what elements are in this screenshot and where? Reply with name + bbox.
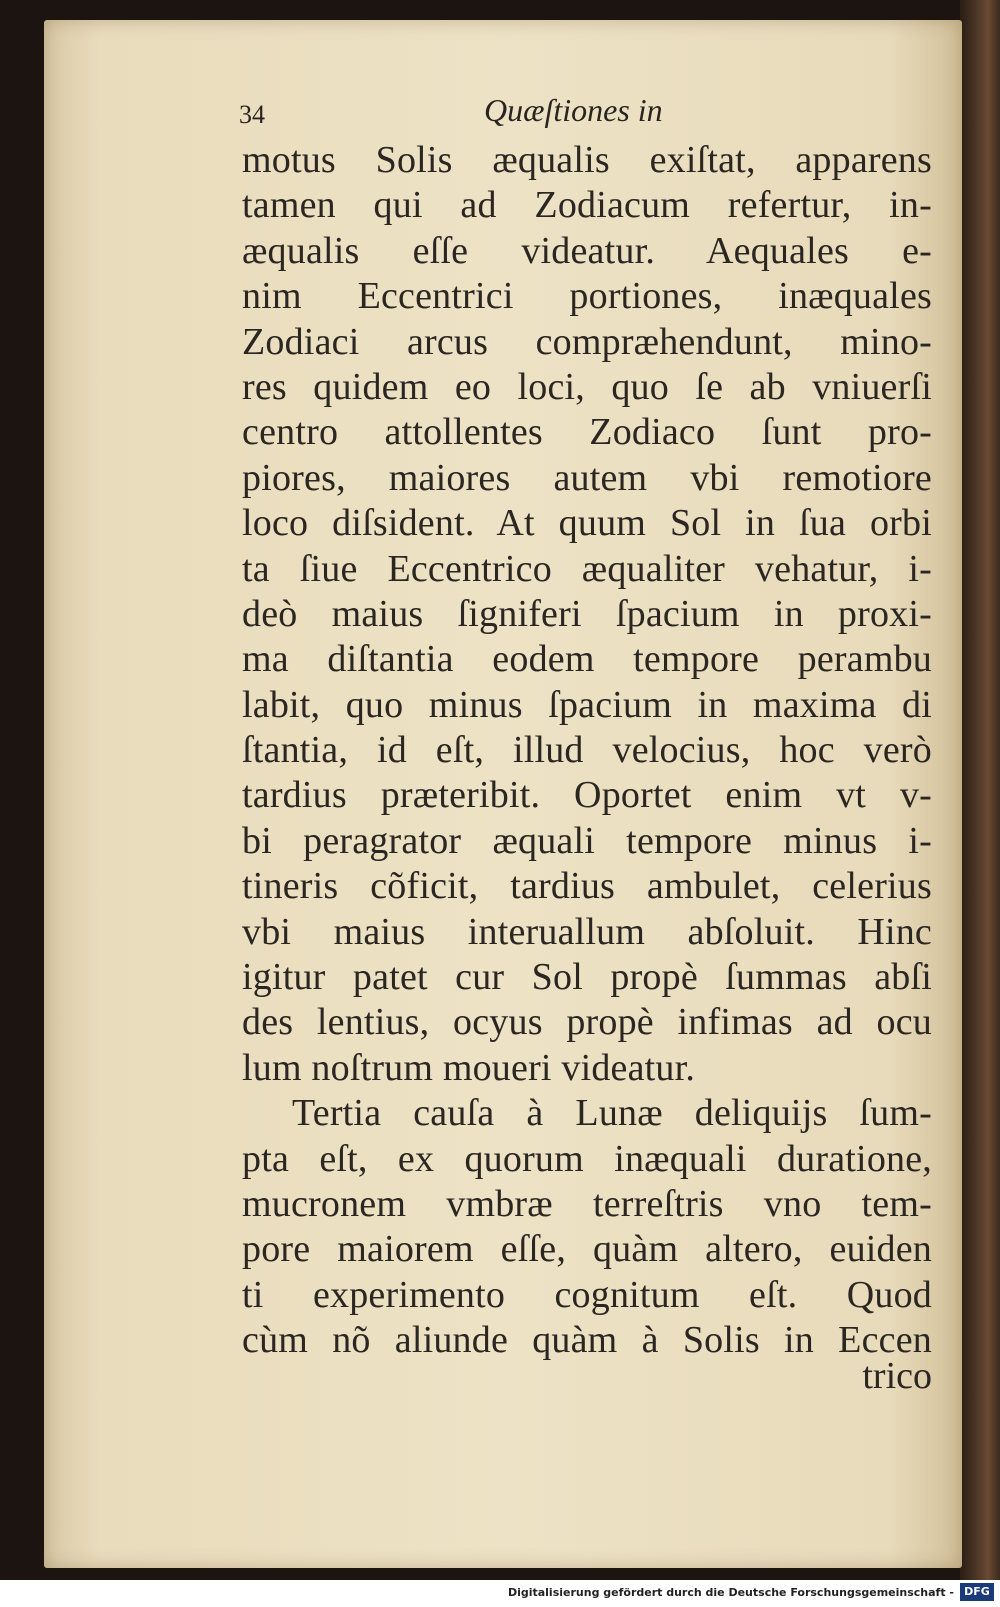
text-line: lum noſtrum moueri videatur. bbox=[242, 1046, 696, 1089]
text-line: ti experimento cognitum eſt. Quod bbox=[242, 1273, 932, 1316]
text-line: mucronem vmbræ terreſtris vno tem- bbox=[242, 1182, 932, 1225]
text-line: Zodiaci arcus compræhendunt, mino- bbox=[242, 320, 932, 363]
text-line: pta eſt, ex quorum inæquali duratione, bbox=[242, 1137, 932, 1180]
page-number: 34 bbox=[239, 100, 265, 129]
text-line: centro attollentes Zodiaco ſunt pro- bbox=[242, 411, 932, 454]
funding-credit: Digitalisierung gefördert durch die Deutsche Forschungsgemeinschaft - bbox=[507, 1586, 954, 1599]
text-line: nim Eccentrici portiones, inæquales bbox=[242, 275, 932, 318]
text-line: vbi maius interuallum abſoluit. Hinc bbox=[242, 910, 932, 953]
text-line: æqualis eſſe videatur. Aequales e- bbox=[242, 229, 932, 272]
text-line: cùm nõ aliunde quàm à Solis in Eccen bbox=[242, 1319, 932, 1362]
text-line: igitur patet cur Sol propè ſummas abſi bbox=[242, 956, 932, 999]
text-line: tardius præteribit. Oportet enim vt v- bbox=[242, 774, 932, 817]
book-page bbox=[44, 20, 962, 1568]
text-line: tineris cõficit, tardius ambulet, celerius bbox=[242, 865, 932, 908]
text-line: deò maius ſigniferi ſpacium in proxi- bbox=[242, 592, 932, 635]
text-line: bi peragrator æquali tempore minus i- bbox=[242, 819, 932, 862]
running-head-title: Quæſtiones in bbox=[484, 92, 663, 128]
running-head bbox=[44, 92, 962, 132]
footer-bar bbox=[0, 1580, 1000, 1607]
catchword: trico bbox=[862, 1355, 932, 1397]
text-line: tamen qui ad Zodiacum refertur, in- bbox=[242, 184, 932, 227]
text-line: ſtantia, id eſt, illud velocius, hoc verò bbox=[242, 729, 932, 772]
text-line: pore maiorem eſſe, quàm altero, euiden bbox=[242, 1228, 932, 1271]
text-line: piores, maiores autem vbi remotiore bbox=[242, 456, 932, 499]
text-line: des lentius, ocyus propè infimas ad ocu bbox=[242, 1001, 932, 1044]
text-line: ta ſiue Eccentrico æqualiter vehatur, i- bbox=[242, 547, 932, 590]
dfg-logo: DFG bbox=[960, 1583, 994, 1601]
text-line: labit, quo minus ſpacium in maxima di bbox=[242, 683, 932, 726]
text-line: loco diſsident. At quum Sol in ſua orbi bbox=[242, 502, 932, 545]
paragraph-start-line: Tertia cauſa à Lunæ deliquijs ſum- bbox=[292, 1092, 932, 1135]
body-text bbox=[242, 138, 932, 1364]
text-line: res quidem eo loci, quo ſe ab vniuerſi bbox=[242, 365, 932, 408]
text-line: motus Solis æqualis exiſtat, apparens bbox=[242, 139, 932, 181]
book-spine-edge bbox=[960, 0, 1000, 1580]
text-line: ma diſtantia eodem tempore perambu bbox=[242, 638, 932, 681]
